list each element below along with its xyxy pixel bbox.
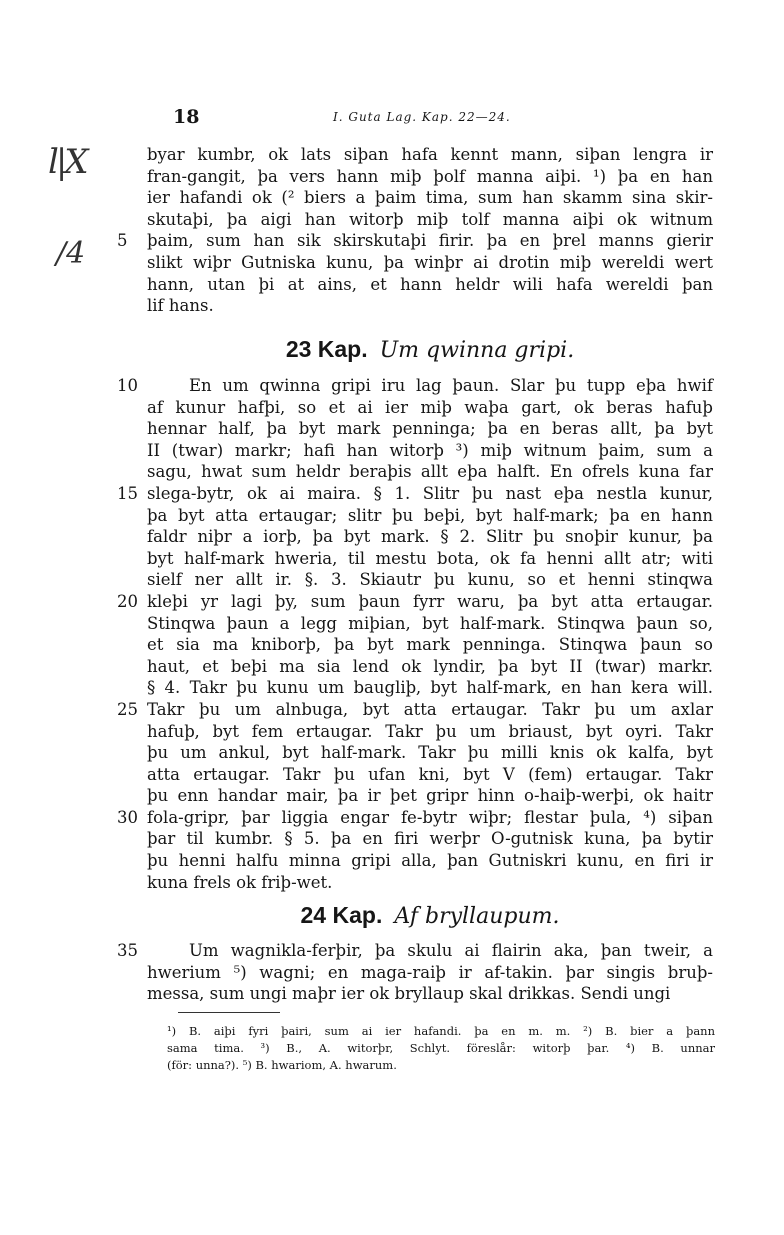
text-line	[147, 677, 713, 699]
line-text: hwerium ⁵) wagni; en maga-raiþ ir af-takin. þar singis bruþ-	[147, 962, 713, 982]
text-line	[117, 591, 713, 613]
text-block-2	[117, 375, 713, 893]
text-line	[117, 375, 713, 397]
line-text: fran-gangit, þa vers hann miþ þolf manna aiþi. ¹) þa en han	[147, 166, 713, 186]
text-line	[147, 983, 713, 1005]
line-text: kuna frels ok friþ-wet.	[147, 872, 333, 892]
line-text: En um qwinna gripi iru lag þaun. Slar þu tupp eþa hwif	[189, 376, 713, 395]
text-line	[147, 274, 713, 296]
footnote-line: ¹) B. aiþi fyri þairi, sum ai ier hafandi. þa en m. m. ²) B. bier a þann	[167, 1024, 715, 1038]
line-number: 25	[117, 699, 138, 719]
text-line	[147, 397, 713, 419]
text-line	[147, 461, 713, 483]
line-text: Stinqwa þaun a legg miþian, byt half-mark. Stinqwa þaun so,	[147, 613, 713, 633]
chapter-number: 24 Kap.	[300, 902, 383, 928]
chapter-heading-24	[147, 902, 713, 929]
line-number: 10	[117, 376, 138, 395]
text-line	[147, 656, 713, 678]
footnotes	[167, 1023, 715, 1074]
text-line	[147, 209, 713, 231]
text-line	[147, 418, 713, 440]
text-block-3	[117, 940, 713, 1005]
text-line	[147, 144, 713, 166]
footnote-line: sama tima. ³) B., A. witorþr, Schlyt. föreslår: witorþ þar. ⁴) B. unnar	[167, 1041, 715, 1055]
text-line	[147, 166, 713, 188]
text-line	[147, 962, 713, 984]
line-text: þu enn handar mair, þa ir þet gripr hinn o-haiþ-werþi, ok haitr	[147, 786, 713, 806]
line-text: þaim, sum han sik skirskutaþi firir. þa en þrel manns gierir	[147, 231, 713, 251]
text-line	[117, 940, 713, 962]
line-text: Takr þu um alnbuga, byt atta ertaugar. Takr þu um axlar	[147, 699, 713, 719]
line-text: byar kumbr, ok lats siþan hafa kennt mann, siþan lengra ir	[147, 145, 713, 164]
line-text: sagu, hwat sum heldr beraþis allt eþa halft. En ofrels kuna far	[147, 462, 713, 482]
text-line	[147, 569, 713, 591]
line-text: byt half-mark hweria, til mestu bota, ok fa henni allt atr; witi	[147, 548, 713, 568]
line-text: Um wagnikla-ferþir, þa skulu ai flairin aka, þan tweir, a	[189, 941, 713, 960]
text-line	[147, 187, 713, 209]
footnote-rule	[178, 1012, 280, 1013]
line-text: haut, et beþi ma sia lend ok lyndir, þa byt II (twar) markr.	[147, 656, 713, 676]
text-line	[117, 230, 713, 252]
chapter-number: 23 Kap.	[285, 336, 368, 362]
text-line	[147, 505, 713, 527]
line-text: fola-gripr, þar liggia engar fe-bytr wiþr; flestar þula, ⁴) siþan	[147, 807, 713, 827]
line-number: 35	[117, 941, 138, 960]
text-line	[147, 872, 713, 894]
line-text: þar til kumbr. § 5. þa en firi werþr O-gutnisk kuna, þa bytir	[147, 829, 713, 849]
text-line	[147, 613, 713, 635]
running-head	[173, 106, 733, 130]
chapter-heading-23	[147, 336, 713, 363]
line-text: slega-bytr, ok ai maira. § 1. Slitr þu nast eþa nestla kunur,	[147, 483, 713, 503]
line-number: 15	[117, 483, 138, 503]
line-text: lif hans.	[147, 296, 214, 316]
text-line	[147, 548, 713, 570]
text-line	[147, 785, 713, 807]
text-block-1	[117, 144, 713, 317]
text-line	[117, 699, 713, 721]
text-line	[147, 721, 713, 743]
line-number: 5	[117, 231, 128, 251]
line-text: § 4. Takr þu kunu um baugliþ, byt half-mark, en han kera will.	[147, 678, 713, 698]
line-number: 30	[117, 807, 138, 827]
text-line	[147, 764, 713, 786]
text-line	[147, 634, 713, 656]
line-text: hann, utan þi at ains, et hann heldr wili hafa wereldi þan	[147, 274, 713, 294]
line-text: þu um ankul, byt half-mark. Takr þu milli knis ok kalfa, byt	[147, 743, 713, 763]
text-line	[117, 483, 713, 505]
line-text: hafuþ, byt fem ertaugar. Takr þu um briaust, byt oyri. Takr	[147, 721, 713, 741]
line-number: 20	[117, 591, 138, 611]
text-line	[147, 252, 713, 274]
line-text: skutaþi, þa aigi han witorþ miþ tolf manna aiþi ok witnum	[147, 209, 713, 229]
text-line	[147, 526, 713, 548]
text-line	[147, 828, 713, 850]
line-text: ier hafandi ok (² biers a þaim tima, sum han skamm sina skir-	[147, 188, 713, 208]
line-text: atta ertaugar. Takr þu ufan kni, byt V (fem) ertaugar. Takr	[147, 764, 713, 784]
line-text: faldr niþr a iorþ, þa byt mark. § 2. Slitr þu snoþir kunur, þa	[147, 527, 713, 547]
line-text: slikt wiþr Gutniska kunu, þa winþr ai drotin miþ wereldi wert	[147, 252, 713, 272]
text-line	[117, 807, 713, 829]
line-text: et sia ma kniborþ, þa byt mark penninga. Stinqwa þaun so	[147, 635, 713, 655]
line-text: messa, sum ungi maþr ier ok bryllaup skal drikkas. Sendi ungi	[147, 984, 671, 1004]
line-text: II (twar) markr; hafi han witorþ ³) miþ witnum þaim, sum a	[147, 440, 713, 460]
line-text: hennar half, þa byt mark penninga; þa en beras allt, þa byt	[147, 419, 713, 439]
text-line	[147, 295, 713, 317]
footnote-line: (för: unna?). ⁵) B. hwariom, A. hwarum.	[167, 1058, 397, 1072]
line-text: sielf ner allt ir. §. 3. Skiautr þu kunu, so et henni stinqwa	[147, 570, 713, 590]
chapter-title: Af bryllaupum.	[394, 904, 560, 929]
line-text: kleþi yr lagi þy, sum þaun fyrr waru, þa byt atta ertaugar.	[147, 591, 713, 611]
text-line	[147, 742, 713, 764]
margin-note: l|X	[48, 142, 86, 182]
page-number: 18	[173, 106, 200, 128]
chapter-title: Um qwinna gripi.	[379, 338, 575, 363]
margin-note: /4	[56, 236, 86, 271]
text-line	[147, 850, 713, 872]
line-text: þu henni halfu minna gripi alla, þan Gutniskri kunu, en firi ir	[147, 851, 713, 871]
text-line	[147, 440, 713, 462]
running-title: I. Guta Lag. Kap. 22—24.	[333, 110, 511, 124]
line-text: af kunur hafþi, so et ai ier miþ waþa gart, ok beras hafuþ	[147, 397, 713, 417]
line-text: þa byt atta ertaugar; slitr þu beþi, byt half-mark; þa en hann	[147, 505, 713, 525]
